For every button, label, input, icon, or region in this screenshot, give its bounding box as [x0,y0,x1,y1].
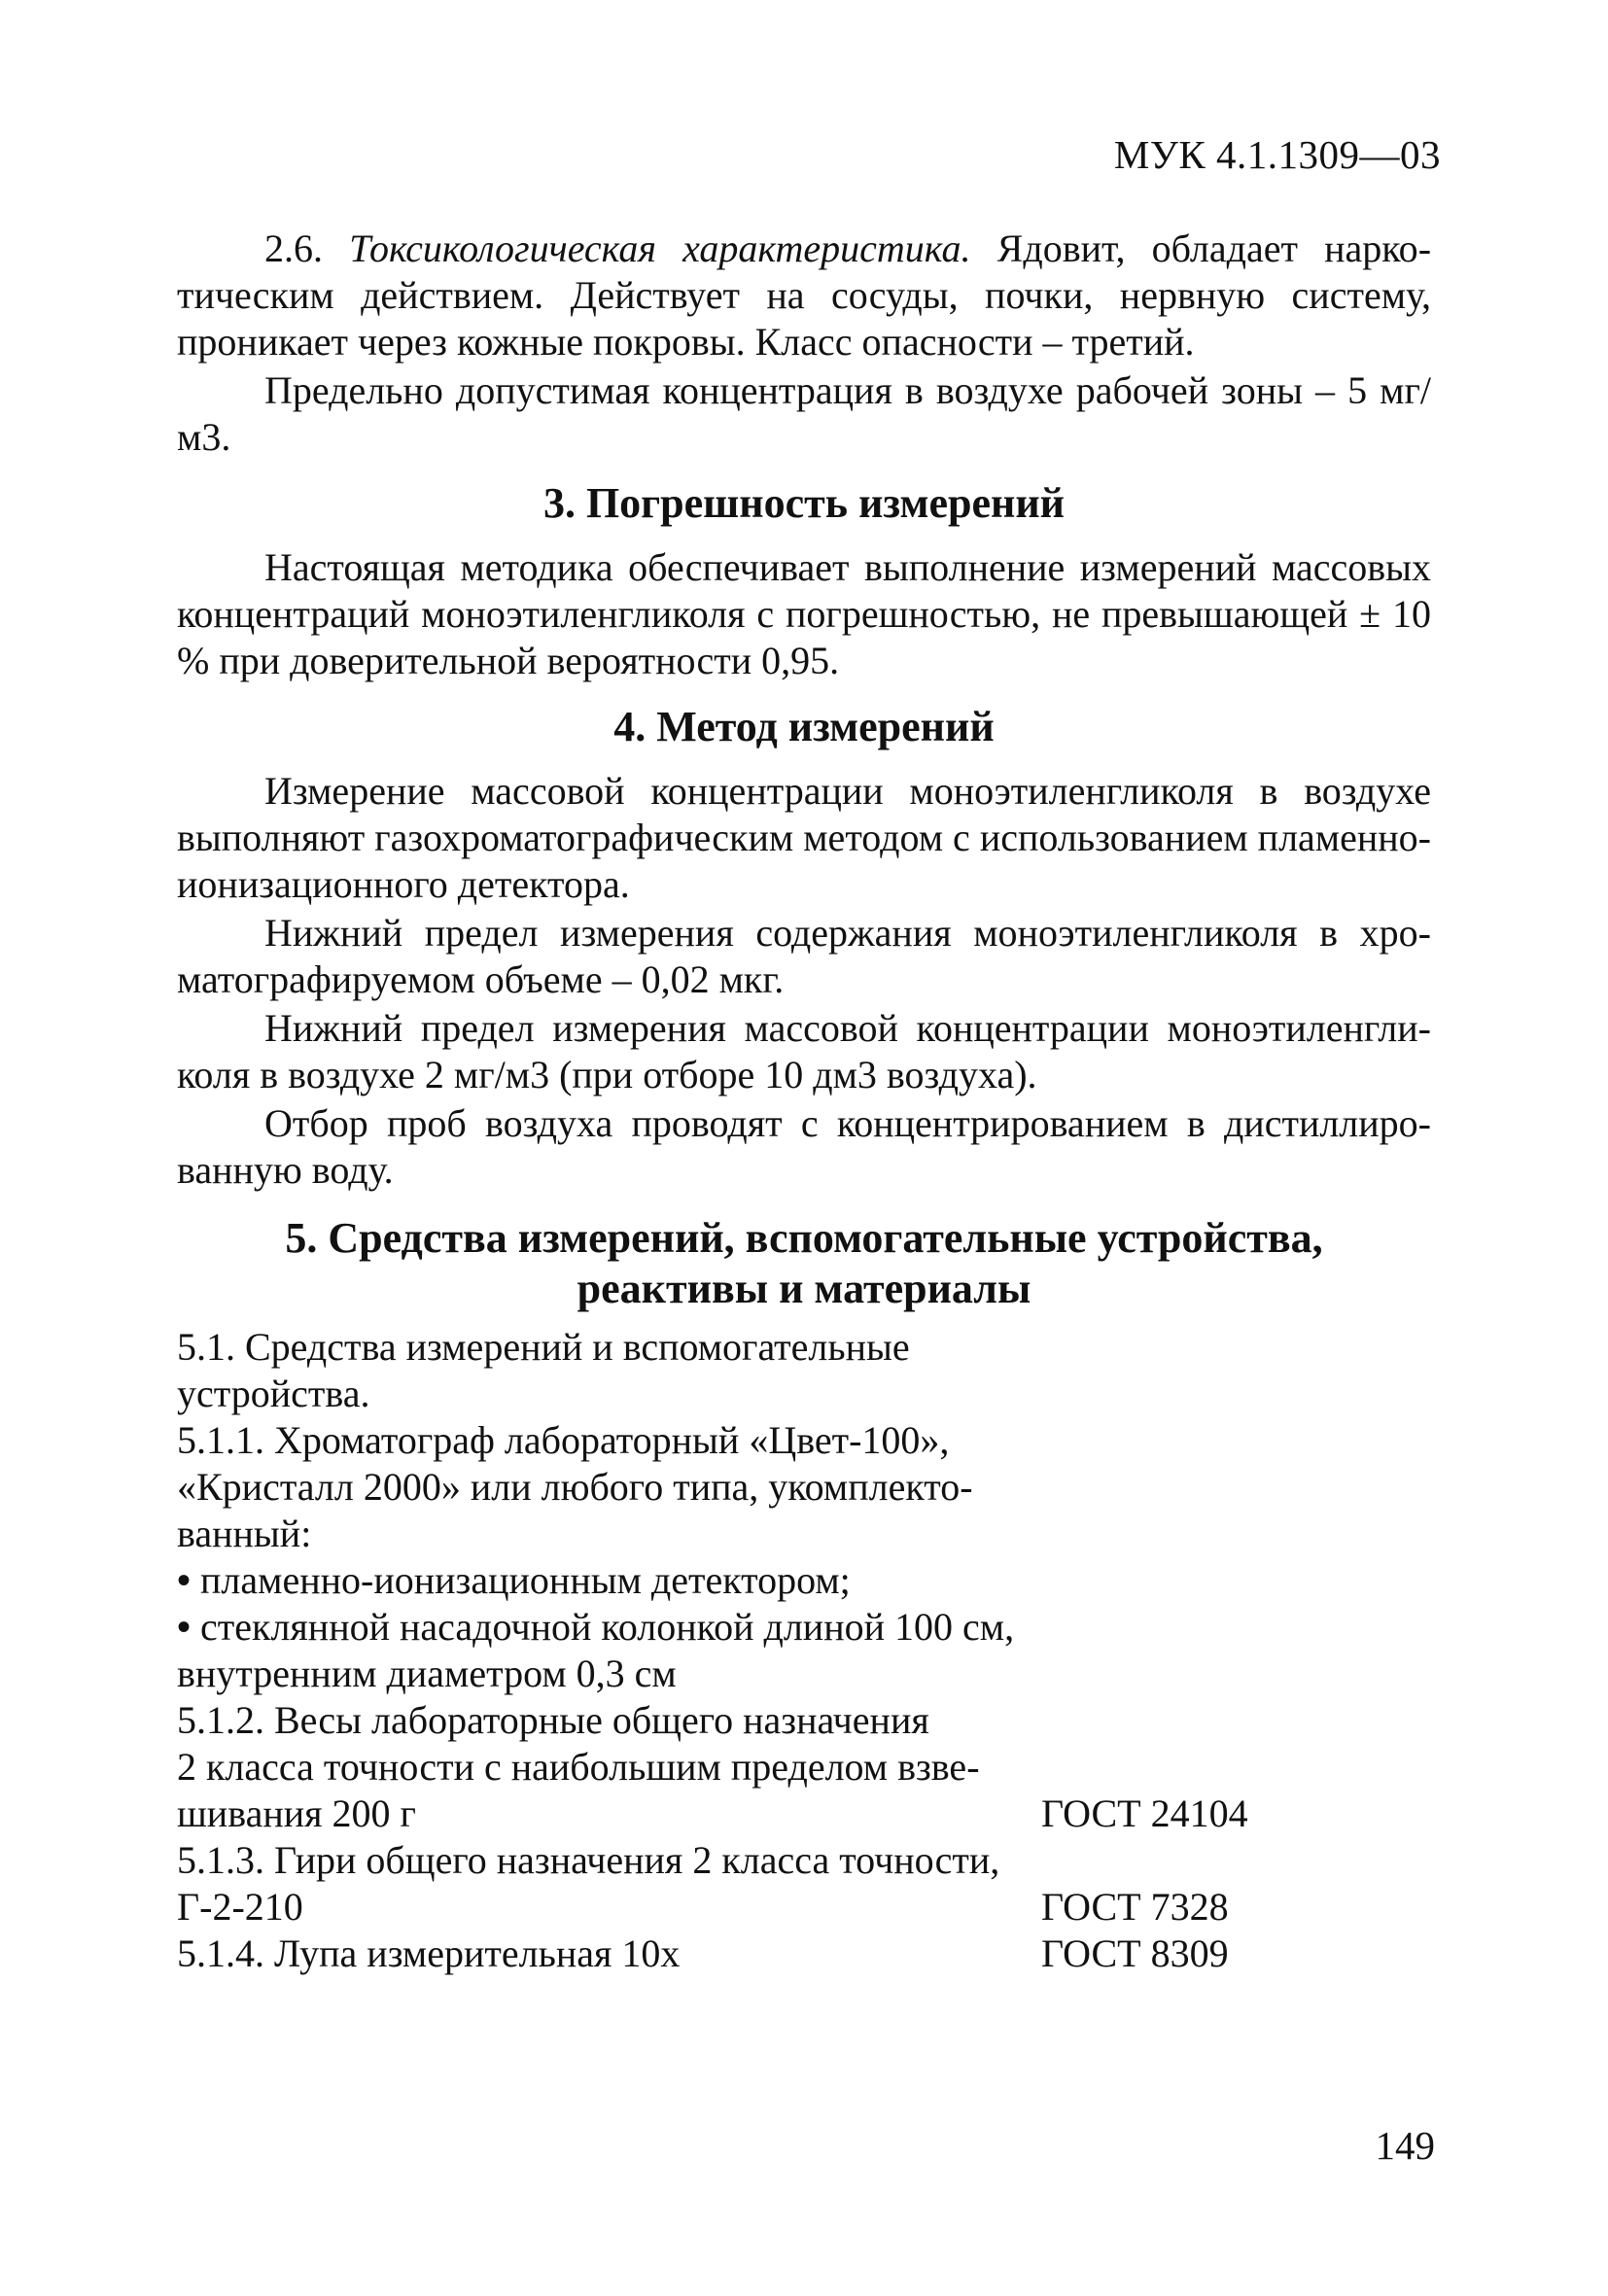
equipment-item-line: устройства. [177,1372,370,1415]
equipment-item [177,1324,1431,1417]
equipment-item-line: «Кристалл 2000» или любого типа, укомплекто- [177,1465,973,1509]
equipment-item-standard: ГОСТ 7328 [1041,1885,1229,1929]
page-content [177,226,1431,1977]
section-5-heading-line-1: 5. Средства измерений, вспомогательные устройства, [285,1214,1323,1262]
equipment-item [177,1604,1431,1651]
page-number: 149 [1375,2123,1435,2168]
equipment-item-line: Г-2-210 [177,1885,303,1929]
equipment-item [177,1651,1431,1697]
equipment-item [177,1697,1431,1837]
section-4-paragraph-1: Измерение массовой концентрации моноэтиленгликоля в воздухе выполняют газохроматографическим методом с использованием пламенно-ионизационного детектора. [177,769,1431,906]
section-2-6-title: Токсикологическая характеристика. [349,226,971,270]
section-4-paragraph-3: Нижний предел измерения массовой концентрации моноэтиленгликоля в воздухе 2 мг/м3 (при отборе 10 дм3 воздуха). [177,1006,1431,1096]
equipment-item-line: 5.1.2. Весы лабораторные общего назначения [177,1698,929,1742]
equipment-item-standard: ГОСТ 8309 [1041,1931,1229,1975]
section-4-paragraph-2: Нижний предел измерения содержания моноэтиленгликоля в хроматографируемом объеме – 0,02 мкг. [177,911,1431,1001]
equipment-item [177,1557,1431,1604]
equipment-item-line: ванный: [177,1512,312,1555]
section-4-paragraph-4: Отбор проб воздуха проводят с концентрированием в дистиллированную воду. [177,1101,1431,1192]
equipment-item-line: шивания 200 г [177,1792,416,1835]
section-5-heading-line-2: реактивы и материалы [577,1265,1031,1312]
equipment-item-line: 5.1.1. Хроматограф лабораторный «Цвет-100», [177,1418,950,1462]
equipment-list [177,1324,1431,1977]
section-2-6-paragraph [177,226,1431,365]
section-5-heading [177,1213,1431,1314]
section-3-heading: 3. Погрешность измерений [542,479,1066,527]
equipment-item [177,1837,1431,1931]
pdk-paragraph: Предельно допустимая концентрация в воздухе рабочей зоны – 5 мг/м3. [177,368,1431,459]
equipment-item-line: 5.1.3. Гири общего назначения 2 класса точности, [177,1838,1000,1882]
section-2-6-text: Ядовит, обладает наркотическим действием. Действует на сосуды, почки, нервную систему, проникает через кожные покровы. Класс опасности – третий. [177,226,1432,364]
equipment-item-line: 5.1.4. Лупа измерительная 10x [177,1931,681,1975]
equipment-item [177,1417,1431,1557]
equipment-bullet-item: • пламенно-ионизационным детектором; [177,1557,1018,1604]
equipment-item-line: 5.1. Средства измерений и вспомогательные [177,1325,910,1369]
equipment-item-line: 2 класса точности с наибольшим пределом взве- [177,1745,980,1789]
section-4-heading: 4. Метод измерений [613,703,995,750]
section-3-paragraph: Настоящая методика обеспечивает выполнение измерений массовых концентраций моноэтиленгликоля с погрешностью, не превышающей ± 10 % при доверительной вероятности 0,95. [177,545,1431,682]
document-code-header: МУК 4.1.1309—03 [1113,132,1441,177]
equipment-item-line: внутренним диаметром 0,3 см [177,1652,677,1695]
equipment-bullet-item: • стеклянной насадочной колонкой длиной 100 см, [177,1604,1018,1651]
equipment-item [177,1931,1431,1977]
section-5 [177,1213,1431,1977]
equipment-item-standard: ГОСТ 24104 [1041,1792,1248,1835]
section-2-6-number: 2.6. [264,226,323,270]
